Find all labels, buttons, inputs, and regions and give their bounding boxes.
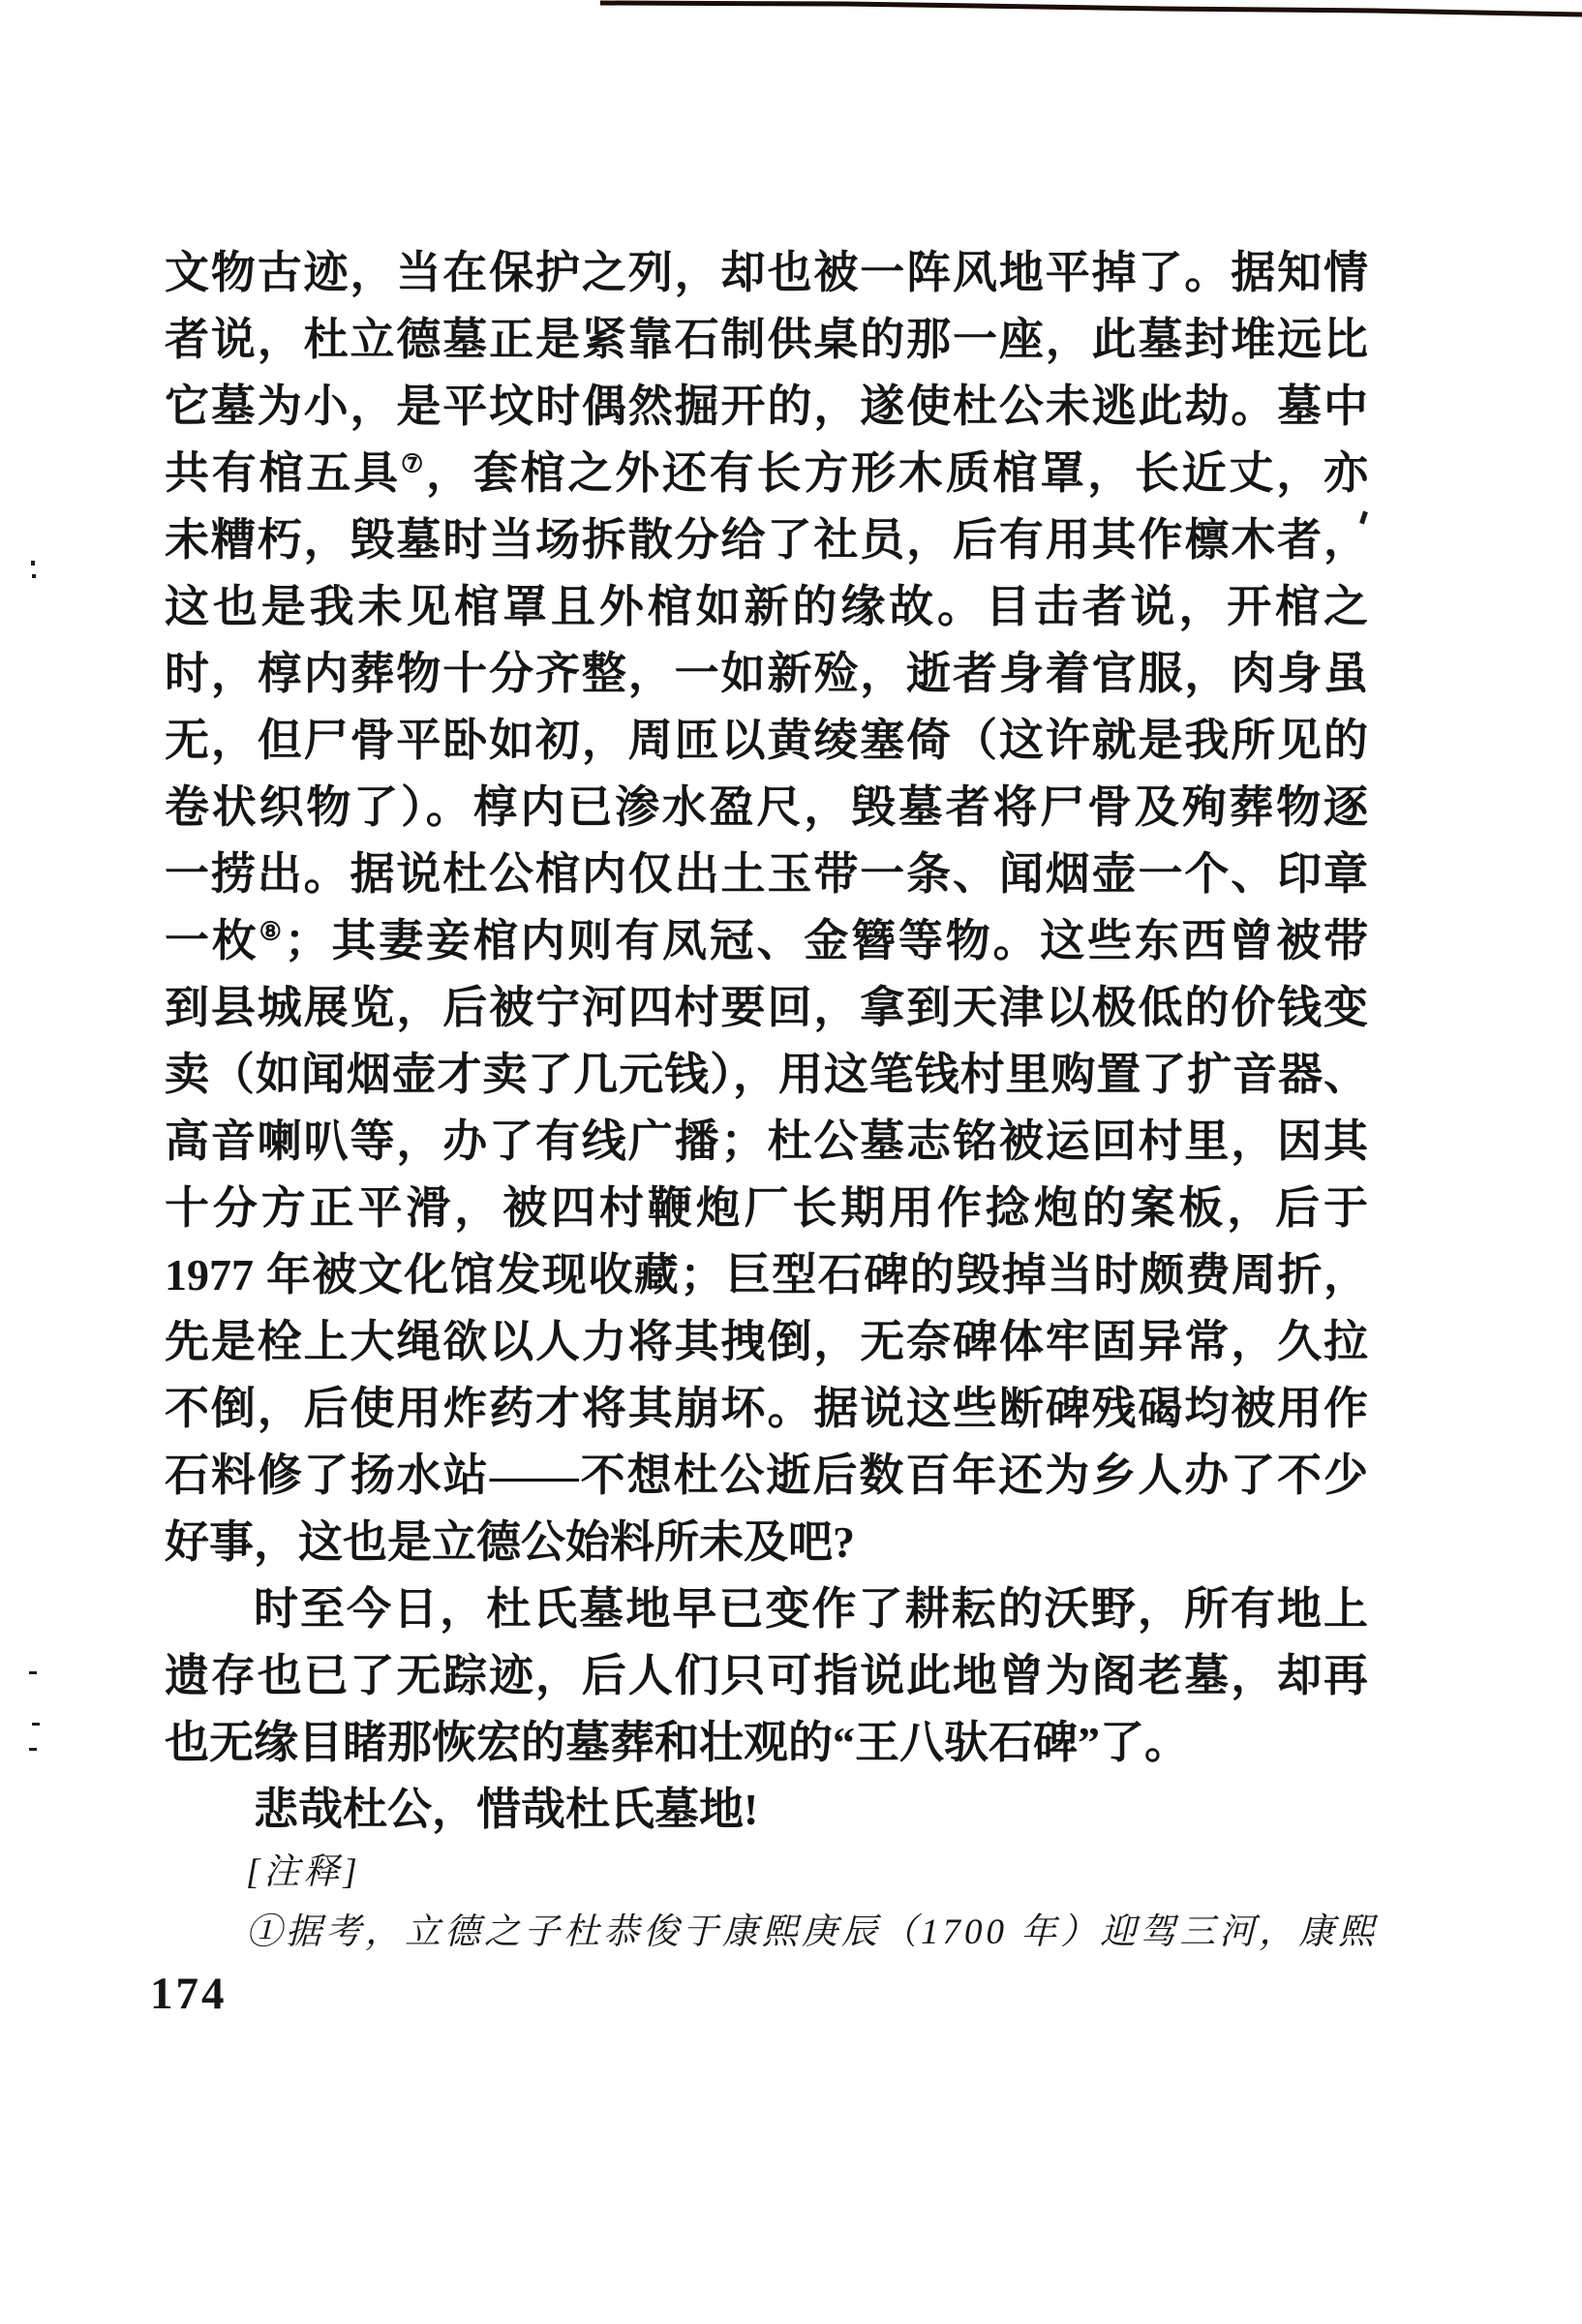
- scan-edge-line: [0, 0, 1582, 23]
- text-line: 时，椁内葬物十分齐整，一如新殓，逝者身着官服，肉身虽: [165, 649, 1368, 698]
- note-line: [注释]: [246, 1852, 361, 1892]
- text-line: 共有棺五具⑦，套棺之外还有长方形木质棺罩，长近丈，亦: [165, 448, 1369, 498]
- text-line: 1977 年被文化馆发现收藏；巨型石碑的毁掉当时颇费周折，: [165, 1250, 1368, 1300]
- note-line: ①据考，立德之子杜恭俊于康熙庚辰（1700 年）迎驾三河，康熙: [246, 1912, 1379, 1952]
- text-line: 高音喇叭等，办了有线广播；杜公墓志铭被运回村里，因其: [165, 1116, 1368, 1166]
- footnote-ref: ⑦: [400, 449, 427, 478]
- scan-speck: [32, 1723, 40, 1726]
- text-block: [165, 239, 1379, 1963]
- text-line: 十分方正平滑，被四村鞭炮厂长期用作捻炮的案板，后于: [165, 1183, 1368, 1233]
- text-line: 一捞出。据说杜公棺内仅出土玉带一条、闻烟壶一个、印章: [165, 849, 1368, 899]
- text-line: 卖（如闻烟壶才卖了几元钱），用这笔钱村里购置了扩音器、: [165, 1050, 1368, 1099]
- text-line: 先是栓上大绳欲以人力将其拽倒，无奈碑体牢固异常，久拉: [165, 1317, 1368, 1366]
- text-line: 它墓为小，是平坟时偶然掘开的，遂使杜公未逃此劫。墓中: [165, 382, 1368, 431]
- page-number: 174: [150, 1969, 228, 2019]
- text-line: 遗存也已了无踪迹，后人们只可指说此地曾为阁老墓，却再: [165, 1651, 1368, 1700]
- text-line: 悲哉杜公，惜哉杜氏墓地!: [254, 1785, 759, 1834]
- text-line: 这也是我未见棺罩且外棺如新的缘故。目击者说，开棺之: [165, 582, 1368, 631]
- text-line: 石料修了扬水站——不想杜公逝后数百年还为乡人办了不少: [165, 1451, 1368, 1500]
- footnote-ref: ⑧: [259, 917, 285, 946]
- text-line: 好事，这也是立德公始料所未及吧?: [165, 1517, 855, 1567]
- scan-speck: [29, 1748, 37, 1751]
- text-line: 不倒，后使用炸药才将其崩坏。据说这些断碑残碣均被用作: [165, 1384, 1368, 1433]
- text-line: 卷状织物了）。椁内已渗水盈尺，毁墓者将尸骨及殉葬物逐: [165, 782, 1368, 832]
- scan-speck: [29, 1671, 37, 1674]
- text-line: 一枚⑧；其妻妾棺内则有凤冠、金簪等物。这些东西曾被带: [165, 916, 1369, 965]
- text-line: 者说，杜立德墓正是紧靠石制供桌的那一座，此墓封堆远比: [165, 315, 1368, 364]
- text-line: 无，但尸骨平卧如初，周匝以黄绫塞倚（这许就是我所见的: [165, 716, 1368, 765]
- text-line: 到县城展览，后被宁河四村要回，拿到天津以极低的价钱变: [165, 983, 1368, 1032]
- scan-speck: [31, 561, 35, 566]
- text-line: 未糟朽，毁墓时当场拆散分给了社员，后有用其作檩木者，: [165, 515, 1368, 565]
- text-line: 也无缘目睹那恢宏的墓葬和壮观的“王八驮石碑”了。: [165, 1718, 1189, 1767]
- text-line: 时至今日，杜氏墓地早已变作了耕耘的沃野，所有地上: [254, 1584, 1368, 1634]
- text-line: 文物古迹，当在保护之列，却也被一阵风地平掉了。据知情: [165, 248, 1368, 297]
- scan-speck: [32, 574, 36, 578]
